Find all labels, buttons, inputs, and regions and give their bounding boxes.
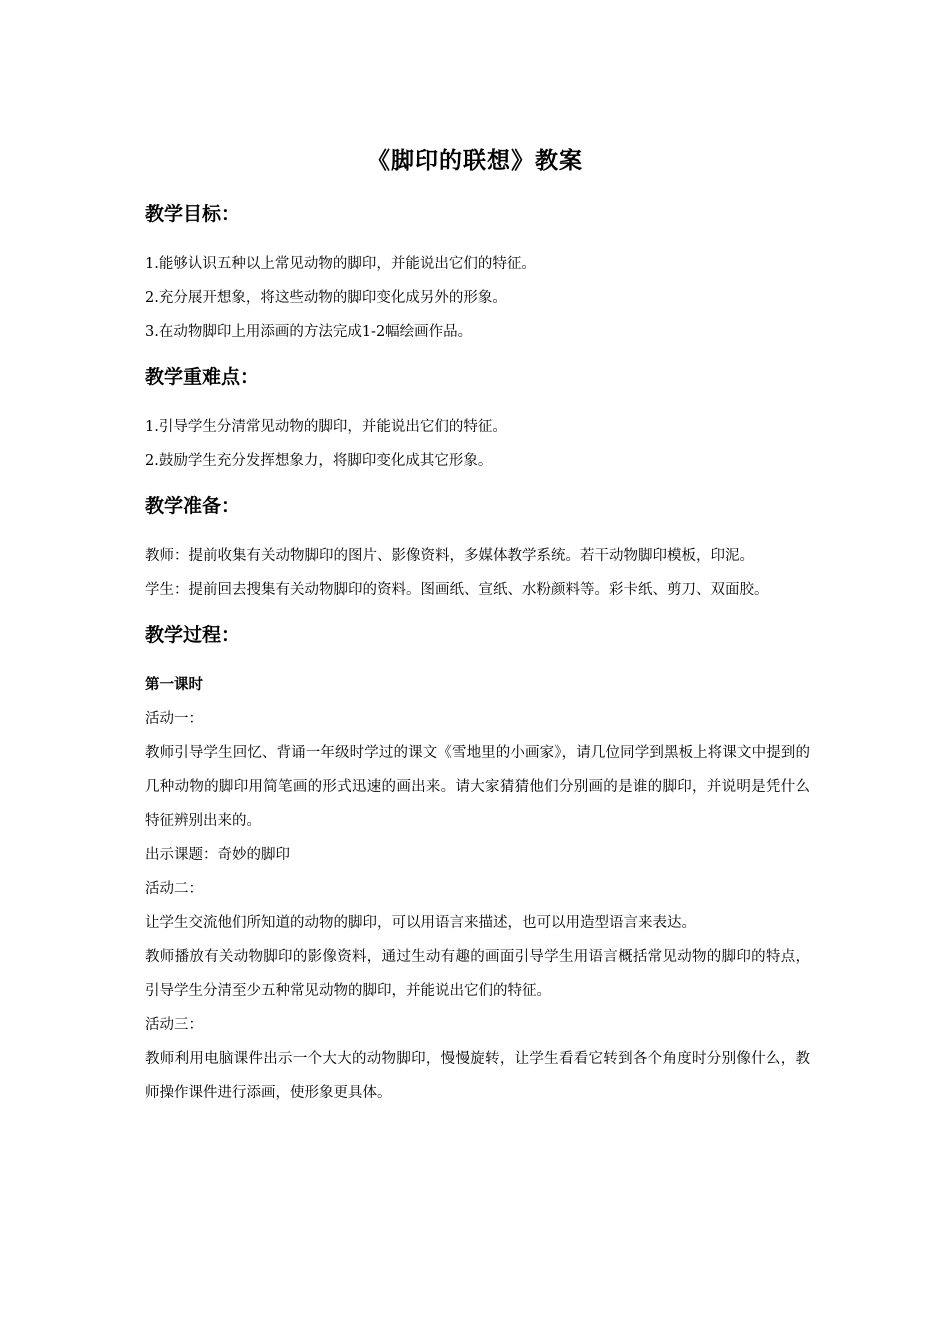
paragraph: 2.充分展开想象，将这些动物的脚印变化成另外的形象。 <box>145 290 507 306</box>
paragraph: 1.能够认识五种以上常见动物的脚印，并能说出它们的特征。 <box>145 256 536 272</box>
section-objectives <box>145 198 810 349</box>
section-heading: 教学准备： <box>145 495 241 517</box>
document-title: 《脚印的联想》教案 <box>367 148 583 174</box>
paragraph: 教师：提前收集有关动物脚印的图片、影像资料，多媒体教学系统。若干动物脚印模板，印泥。 <box>145 548 754 564</box>
section-heading: 教学目标： <box>145 203 241 225</box>
paragraph: 教师播放有关动物脚印的影像资料，通过生动有趣的画面引导学生用语言概括常见动物的脚印的特点，引导学生分清至少五种常见动物的脚印，并能说出它们的特征。 <box>145 949 810 999</box>
paragraph: 2.鼓励学生充分发挥想象力，将脚印变化成其它形象。 <box>145 453 493 469</box>
section-heading: 教学重难点： <box>145 366 260 388</box>
paragraph: 活动二： <box>145 881 203 897</box>
section-preparation <box>145 490 810 607</box>
paragraph: 教师利用电脑课件出示一个大大的动物脚印，慢慢旋转，让学生看看它转到各个角度时分别像什么，教师操作课件进行添画，使形象更具体。 <box>145 1051 810 1101</box>
paragraph: 教师引导学生回忆、背诵一年级时学过的课文《雪地里的小画家》，请几位同学到黑板上将课文中提到的几种动物的脚印用简笔画的形式迅速的画出来。请大家猜猜他们分别画的是谁的脚印，并说明是凭什么特征辨别出来的。 <box>145 745 810 829</box>
paragraph: 3.在动物脚印上用添画的方法完成1-2幅绘画作品。 <box>145 324 473 340</box>
lesson-subheading: 第一课时 <box>145 677 203 693</box>
paragraph: 让学生交流他们所知道的动物的脚印，可以用语言来描述，也可以用造型语言来表达。 <box>145 915 696 931</box>
paragraph: 活动三： <box>145 1017 203 1033</box>
section-process <box>145 619 810 1110</box>
paragraph: 活动一： <box>145 711 203 727</box>
paragraph: 1.引导学生分清常见动物的脚印，并能说出它们的特征。 <box>145 419 507 435</box>
paragraph: 学生：提前回去搜集有关动物脚印的资料。图画纸、宣纸、水粉颜料等。彩卡纸、剪刀、双面胶。 <box>145 582 769 598</box>
section-heading: 教学过程： <box>145 624 241 646</box>
paragraph: 出示课题：奇妙的脚印 <box>145 847 290 863</box>
section-key-points <box>145 361 810 478</box>
document-body <box>145 198 810 1110</box>
